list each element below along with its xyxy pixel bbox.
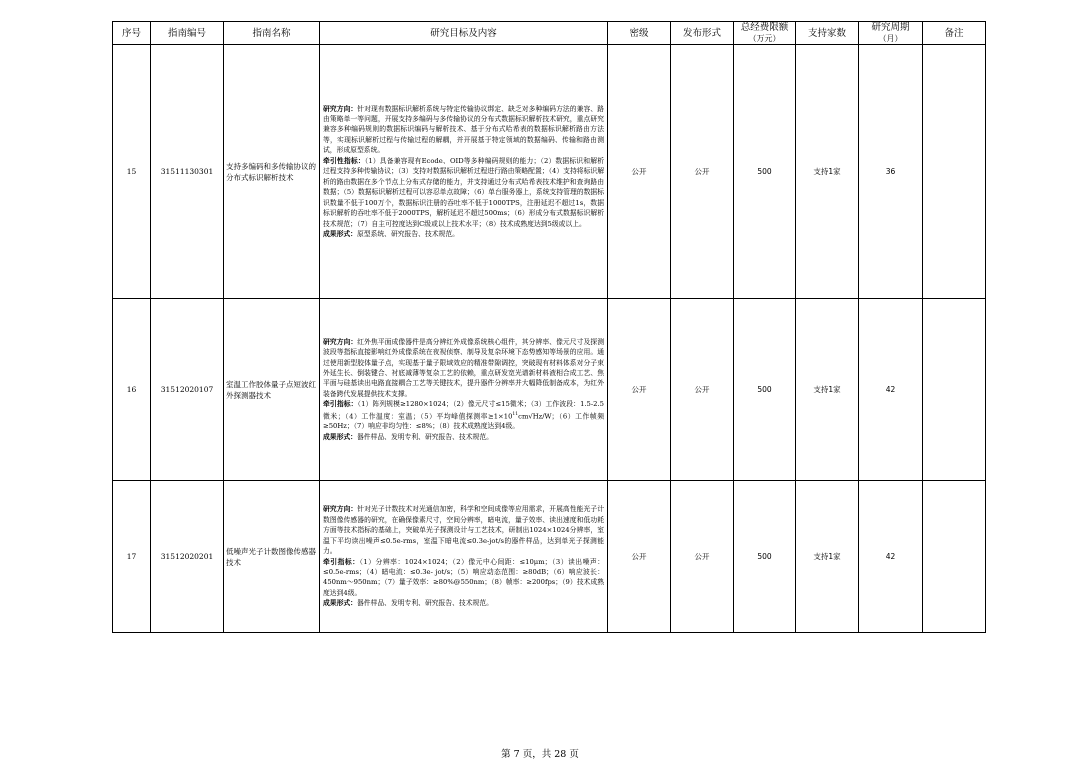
- row-period: 36: [859, 45, 923, 299]
- index-text-b: cm√Hz/W；（6）工作帧频≥50Hz；（7）响应非均匀性：≤8%；（8）技术成熟度达到4级。: [323, 412, 604, 431]
- row-support: 支持1家: [796, 45, 859, 299]
- header-row: [113, 22, 986, 45]
- row-publish: 公开: [671, 299, 734, 481]
- row-name: 支持多编码和多传输协议的分布式标识解析技术: [224, 45, 320, 299]
- result-label: 成果形式：: [323, 599, 357, 608]
- row-code: 31512020107: [151, 299, 224, 481]
- index-label: 牵引指标：: [323, 400, 358, 409]
- row-secret: 公开: [608, 45, 671, 299]
- index-label: 牵引指标：: [323, 557, 360, 566]
- row-content: [320, 481, 608, 633]
- row-budget: 500: [734, 45, 796, 299]
- row-secret: 公开: [608, 299, 671, 481]
- header-content: 研究目标及内容: [320, 22, 608, 45]
- index-sup: 11: [512, 411, 519, 417]
- index-text: （1）具备兼容现有Ecode、OID等多种编码规则的能力；（2）数据标识和解析过程支持多种传输协议；（3）支持对数据标识解析过程进行路由策略配置；（4）支持将标识解析的路由数据在多个节点上分布式存储的能力，并支持通过分布式哈希表技术维护和查询路由数据；（5）数据标识解析过程可以容忍单点故障；（6）单台服务器上，系统支持管理的数据标识数量不低于100万个，数据标识注册的吞吐率不低于1000TPS，注册延迟不超过1s，数据标识解析的吞吐率不低于2000TPS，解析延迟不超过500ms；（6）形成分布式数据标识解析技术规范；（7）自主可控度达到C级或以上技术水平；（8）技术成熟度达到5级或以上。: [323, 156, 604, 228]
- row-note: [923, 481, 986, 633]
- row-seq: 17: [113, 481, 151, 633]
- header-publish: 发布形式: [671, 22, 734, 45]
- header-note: 备注: [923, 22, 986, 45]
- row-period: 42: [859, 299, 923, 481]
- result-text: 器件样品、发明专利、研究报告、技术规范。: [356, 432, 493, 441]
- row-name: 室温工作胶体量子点短波红外探测器技术: [224, 299, 320, 481]
- direction-label: 研究方向：: [323, 505, 358, 514]
- row-period: 42: [859, 481, 923, 633]
- direction-text: 针对现有数据标识解析系统与特定传输协议绑定、缺乏对多种编码方法的兼容、路由策略单一等问题，开展支持多编码与多传输协议的分布式数据标识解析技术研究，重点研究兼容多种编码规则的数据标识编码与解析技术、基于分布式哈希表的数据标识解析路由方法等，实现标识解析过程与传输过程的解耦，并开展基于特定领域的数据编码、传输和路由测试，形成原型系统。: [323, 104, 605, 155]
- guideline-table: [112, 21, 986, 633]
- index-label: 牵引性指标：: [323, 156, 365, 165]
- index-text: （1）分辨率：1024×1024；（2）像元中心间距：≤10μm；（3）读出噪声：≤0.5e-rms；（4）暗电流：≤0.3e- jot/s；（5）响应动态范围：≥80dB；（6）响应波长：450nm～950nm；（7）量子效率：≥80%@550nm；（8）帧率：≥200fps；（9）技术成熟度达到4级。: [323, 557, 605, 597]
- index-text-a: （1）阵列规模≥1280×1024；（2）像元尺寸≤15微米；（3）工作波段：1.5-2.5微米；（4）工作温度：室温；（5）平均峰值探测率≥1×10: [323, 400, 604, 421]
- result-text: 器件样品、发明专利、研究报告、技术规范。: [356, 599, 493, 608]
- header-budget: [734, 22, 796, 45]
- row-code: 31512020201: [151, 481, 224, 633]
- row-support: 支持1家: [796, 481, 859, 633]
- row-secret: 公开: [608, 481, 671, 633]
- table-row: [113, 299, 986, 481]
- direction-text: 红外焦平面成像器件是高分辨红外成像系统核心组件，其分辨率、像元尺寸及探测波段等指标直接影响红外成像系统在夜视侦察、制导及复杂环境下态势感知等场景的应用。通过使用新型胶体量子点，实现基于量子限域效应的精准带隙调控，突破现有材料体系对分子束外延生长、倒装键合、衬底减薄等复杂工艺的依赖，重点研发宽光谱新材料液相合成工艺、焦平面与硅基读出电路直接耦合工艺等关键技术，提升器件分辨率并大幅降低制备成本，为红外装备跨代发展提供技术支撑。: [323, 337, 605, 398]
- header-secret: 密级: [608, 22, 671, 45]
- header-code: 指南编号: [151, 22, 224, 45]
- header-name: 指南名称: [224, 22, 320, 45]
- row-content: [320, 45, 608, 299]
- direction-label: 研究方向：: [323, 337, 358, 346]
- page-footer: 第 7 页，共 28 页: [501, 749, 579, 760]
- row-code: 31511130301: [151, 45, 224, 299]
- header-period-l1: 研究周期: [871, 22, 910, 33]
- row-name: 低噪声光子计数图像传感器技术: [224, 481, 320, 633]
- row-content: [320, 299, 608, 481]
- header-budget-l2: （万元）: [748, 34, 781, 43]
- header-budget-l1: 总经费限额: [740, 22, 789, 33]
- row-publish: 公开: [671, 481, 734, 633]
- row-support: 支持1家: [796, 299, 859, 481]
- row-note: [923, 45, 986, 299]
- row-publish: 公开: [671, 45, 734, 299]
- direction-label: 研究方向：: [323, 104, 358, 113]
- header-support: 支持家数: [796, 22, 859, 45]
- row-budget: 500: [734, 481, 796, 633]
- row-note: [923, 299, 986, 481]
- result-text: 原型系统、研究报告、技术规范。: [356, 229, 459, 238]
- result-label: 成果形式：: [323, 432, 357, 441]
- header-period: [859, 22, 923, 45]
- header-period-l2: （月）: [878, 34, 903, 43]
- header-seq: 序号: [113, 22, 151, 45]
- result-label: 成果形式：: [323, 229, 357, 238]
- direction-text: 针对光子计数技术对光通信加密，科学和空间成像等应用需求，开展高性能光子计数图像传感器的研究，在确保像素尺寸，空间分辨率，暗电流，量子效率、读出速度和低功耗方面等技术指标的基础上，突破单光子探测设计与工艺技术，研制出1024×1024分辨率，室温下平均读出噪声≤0.5e-rms，室温下暗电流≤0.3e-jot/s的器件样品，达到单光子探测能力。: [323, 505, 605, 556]
- table-row: [113, 45, 986, 299]
- row-seq: 16: [113, 299, 151, 481]
- row-budget: 500: [734, 299, 796, 481]
- table-row: [113, 481, 986, 633]
- row-seq: 15: [113, 45, 151, 299]
